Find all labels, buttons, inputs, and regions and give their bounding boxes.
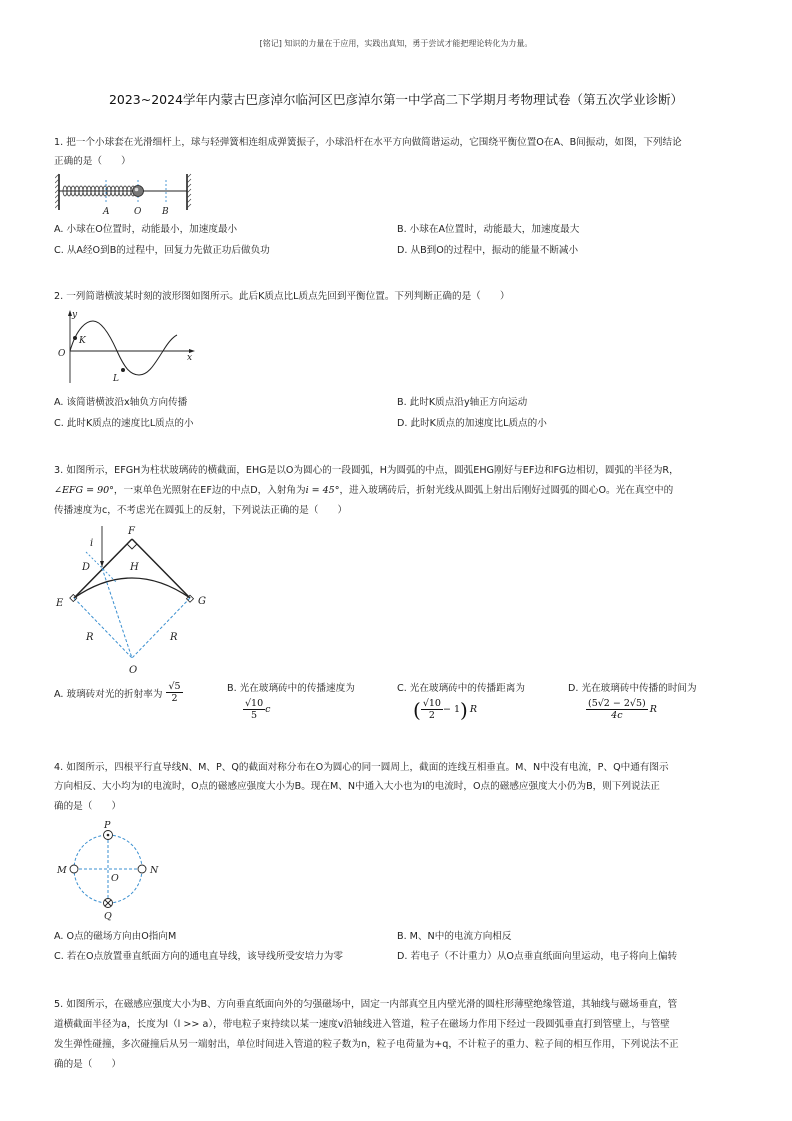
q3-option-b-fraction: $\frac{√10}{5}$ (245, 698, 264, 721)
q4-wires-figure (55, 818, 165, 922)
q3-label-i: i (90, 538, 94, 549)
q4-option-a[interactable]: A. O点的磁场方向由O指向M (54, 931, 177, 942)
q1-label-b: B (162, 207, 169, 216)
q3-label-h: H (130, 562, 139, 573)
q2-label-l: L (113, 374, 119, 384)
q1-stem-line2: 正确的是（ ） (54, 156, 131, 167)
q2-label-y: y (72, 310, 78, 320)
q5-stem-line3: 发生弹性碰撞，多次碰撞后从另一端射出，单位时间进入管道的粒子数为n，粒子电荷量为+q，不计粒子的重力、粒子间的相互作用，下列说法不正 (54, 1039, 679, 1050)
q3-option-a-fraction: $\frac{√5}{2}$ (168, 681, 181, 704)
q1-option-b[interactable]: B. 小球在A位置时，动能最大，加速度最大 (397, 224, 580, 235)
q3-label-r-right: R (170, 632, 178, 643)
q4-label-m: M (57, 865, 67, 876)
q2-label-o: O (58, 349, 66, 359)
q1-label-a: A (103, 207, 110, 216)
q1-label-o: O (134, 207, 142, 216)
q4-stem-line3: 确的是（ ） (54, 801, 122, 812)
q3-stem-line3: 传播速度为c，不考虑光在圆弧上的反射，下列说法正确的是（ ） (54, 505, 348, 516)
q3-label-f: F (128, 526, 135, 537)
q2-option-b[interactable]: B. 此时K质点沿y轴正方向运动 (397, 397, 528, 408)
q3-glass-figure (52, 520, 222, 680)
q1-spring-figure (55, 172, 195, 216)
q2-stem: 2. 一列简谐横波某时刻的波形图如图所示。此后K质点比L质点先回到平衡位置。下列判断正确的是（ ） (54, 291, 510, 302)
q4-label-o: O (111, 873, 119, 884)
q5-stem-line4: 确的是（ ） (54, 1059, 122, 1070)
q3-option-a[interactable]: A. 玻璃砖对光的折射率为 $\frac{√5}{2}$ (54, 681, 181, 704)
q4-option-b[interactable]: B. M、N中的电流方向相反 (397, 931, 512, 942)
q2-option-c[interactable]: C. 此时K质点的速度比L质点的小 (54, 418, 194, 429)
q3-stem-line1: 3. 如图所示，EFGH为柱状玻璃砖的横截面，EHG是以O为圆心的一段圆弧，H为圆弧的中点，圆弧EHG刚好与EF边和FG边相切，圆弧的半径为R， (54, 465, 679, 476)
header-banner: [铭记] 知识的力量在于应用，实践出真知，勇于尝试才能把理论转化为力量。 (259, 39, 533, 48)
q4-label-p: P (104, 820, 111, 831)
q3-option-c-fraction: $\frac{√10}{2}$ (422, 698, 441, 721)
q3-option-b[interactable]: B. 光在玻璃砖中的传播速度为 $\frac{√10}{5}$ c (227, 683, 355, 721)
q3-incidence-angle: i = 45° (305, 485, 340, 496)
q1-option-a[interactable]: A. 小球在O位置时，动能最小，加速度最小 (54, 224, 238, 235)
q1-option-d[interactable]: D. 从B到O的过程中，振动的能量不断减小 (397, 245, 579, 256)
q2-option-d[interactable]: D. 此时K质点的加速度比L质点的小 (397, 418, 547, 429)
q2-label-k: K (79, 336, 86, 346)
page-title: 2023~2024学年内蒙古巴彦淖尔临河区巴彦淖尔第一中学高二下学期月考物理试卷（第五次学业诊断） (108, 92, 684, 107)
q3-option-d-fraction: $\frac{(5√2 - 2√5)}{4c}$ (588, 698, 646, 721)
q3-angle-efg: ∠EFG = 90° (54, 485, 114, 496)
q3-option-c[interactable]: C. 光在玻璃砖中的传播距离为 ( $\frac{√10}{2}$ − 1 ) R (397, 683, 525, 722)
q3-label-d: D (82, 562, 91, 573)
q2-label-x: x (187, 353, 193, 363)
q5-stem-line2: 道横截面半径为a，长度为l（l >> a），带电粒子束持续以某一速度v沿轴线进入管道，粒子在磁场力作用下经过一段圆弧垂直打到管壁上，与管壁 (54, 1019, 670, 1030)
q4-stem-line2: 方向相反、大小均为I的电流时，O点的磁感应强度大小为B。现在M、N中通入大小也为I的电流时，O点的磁感应强度大小仍为B，则下列说法正 (54, 781, 660, 792)
q1-stem-line1: 1. 把一个小球套在光滑细杆上，球与轻弹簧相连组成弹簧振子，小球沿杆在水平方向做简谐运动，它围绕平衡位置O在A、B间振动，如图，下列结论 (54, 137, 682, 148)
q3-option-d[interactable]: D. 光在玻璃砖中传播的时间为 $\frac{(5√2 - 2√5)}{4c}$ R (568, 683, 697, 721)
q3-label-e: E (56, 598, 64, 609)
q3-stem-line2: ∠EFG = 90°，一束单色光照射在EF边的中点D，入射角为i = 45°，进入玻璃砖后，折射光线从圆弧上射出后刚好过圆弧的圆心O。光在真空中的 (54, 485, 674, 496)
q4-label-n: N (150, 865, 159, 876)
q2-wave-figure (55, 307, 200, 387)
q4-label-q: Q (104, 911, 112, 922)
q4-option-c[interactable]: C. 若在O点放置垂直纸面方向的通电直导线，该导线所受安培力为零 (54, 951, 343, 962)
q4-stem-line1: 4. 如图所示，四根平行直导线N、M、P、Q的截面对称分布在O为圆心的同一圆周上，截面的连线互相垂直。M、N中没有电流，P、Q中通有图示 (54, 762, 669, 773)
q2-option-a[interactable]: A. 该简谐横波沿x轴负方向传播 (54, 397, 188, 408)
q4-option-d[interactable]: D. 若电子（不计重力）从O点垂直纸面向里运动，电子将向上偏转 (397, 951, 678, 962)
q3-label-g: G (198, 596, 206, 607)
q1-option-c[interactable]: C. 从A经O到B的过程中，回复力先做正功后做负功 (54, 245, 270, 256)
q3-label-o: O (129, 665, 138, 676)
q3-label-r-left: R (86, 632, 94, 643)
q5-stem-line1: 5. 如图所示，在磁感应强度大小为B、方向垂直纸面向外的匀强磁场中，固定一内部真空且内壁光滑的圆柱形薄壁绝缘管道，其轴线与磁场垂直，管 (54, 999, 678, 1010)
